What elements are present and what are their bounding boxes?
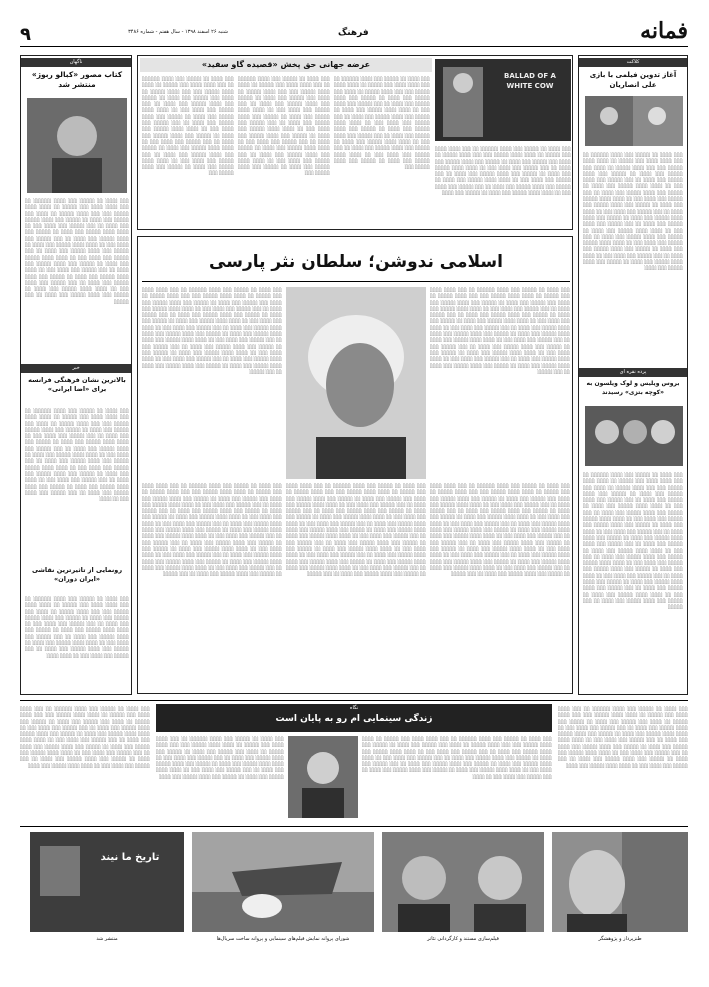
bruce-willis-photo bbox=[585, 406, 683, 466]
page-number: ۹ bbox=[20, 24, 31, 45]
bottom-body-2: ░░░ ░░░░ ░░ ░░░░░ ░░░ ░░░░ ░░░░░░ ░░ ░░░ ░░░░ ░░░░ ░░░ ░░░░░ ░░ ░░░░ ░░░░ ░░░░░ ░░░ ░░░ ░░░░ ░░░░░ ░░ ░░░░ ░░░ ░░░░░ ░░░ ░░░░ ░░ ░░░░░ ░░░ ░░░░ ░░░░░ ░░░ ░░░░ ░░ ░░░ ░░░░░ ░░░ ░░░░ ░░░ ░░ ░░░░ ░░░░ ░░░░░ ░░░ ░░░░ ░░ ░░░░░ ░░░ ░░░░ ░░░░░ ░░░ ░░░░ ░░ ░░░ ░░░░░ ░░░ ░░░░ ░░░ ░░ ░░░░ ░░░░ ░░░░░ ░░░ ░░░░ ░░ ░░░░░ ░░░ ░░░░ ░░░░░ ░░░ ░░░░ bbox=[156, 736, 284, 779]
photo-card-3 bbox=[192, 832, 374, 962]
photo-card-1 bbox=[552, 832, 688, 962]
photo-cow-boat bbox=[192, 832, 374, 932]
film-article-body: ░░░ ░░░░ ░░ ░░░░░ ░░░ ░░░░ ░░░░░░ ░░ ░░░ ░░░░ ░░░░ ░░░ ░░░░░ ░░ ░░░░ ░░░░ ░░░░░ ░░░ ░░░ ░░░░ ░░░░░ ░░ ░░░░ ░░░ ░░░░░ ░░░ ░░░░ ░░ ░░░░░ ░░░ ░░░░ ░░░░░ ░░░ ░░░░ ░░ ░░░ ░░░░░ ░░░ ░░░░ ░░░ ░░ ░░░░ ░░░░ ░░░░░ ░░░ ░░░░ ░░ ░░░░░ ░░░ ░░░░ ░░░░░ ░░░ ░░░░ ░░ ░░░ ░░░░░ ░░░ ░░░░ ░░░ ░░ ░░░░ ░░░░ ░░░░░ ░░░ ░░░░ ░░ ░░░░░ ░░░ ░░░░ ░░░░░ ░░░ ░░░░ ░░ ░░░ ░░░░░ ░░░ ░░░░ ░░░ ░░ ░░░░ ░░░░ ░░░░░ ░░░ ░░░░ ░░ ░░░░░ ░░░ ░░░░ ░░░░░ ░░░ ░░░░ ░░ ░░░ ░░░░░ ░░░ ░░░░ ░░░ ░░ ░░░░ ░░░░ ░░░░░ ░░░ ░░░░ ░░ ░░░░░ ░░░ ░░░░ ░░░░░ ░░░ ░░░░ ░░ ░░░ ░░░░░ ░░░ ░░░░ ░░░ ░░ ░░░░ ░░░░ ░░░░░ ░░░ ░░░░ ░░ ░░░░░ ░░░ ░░░░ ░░░░░ ░░░ ░░░░ ░░ ░░░ ░░░░░ ░░░ ░░░░ ░░░ ░░ ░░░░ ░░░░ ░░░░░ ░░░ ░░░░ ░░ ░░░░░ ░░░ ░░░░ ░░░░░ ░░░ ░░░░ bbox=[583, 152, 683, 271]
main-body-bottom-2: ░░░ ░░░░ ░░ ░░░░░ ░░░ ░░░░ ░░░░░░ ░░ ░░░ ░░░░ ░░░░ ░░░ ░░░░░ ░░ ░░░░ ░░░░ ░░░░░ ░░░ ░░░ ░░░░ ░░░░░ ░░ ░░░░ ░░░ ░░░░░ ░░░ ░░░░ ░░ ░░░░░ ░░░ ░░░░ ░░░░░ ░░░ ░░░░ ░░ ░░░ ░░░░░ ░░░ ░░░░ ░░░ ░░ ░░░░ ░░░░ ░░░░░ ░░░ ░░░░ ░░ ░░░░░ ░░░ ░░░░ ░░░░░ ░░░ ░░░░ ░░ ░░░ ░░░░░ ░░░ ░░░░ ░░░ ░░ ░░░░ ░░░░ ░░░░░ ░░░ ░░░░ ░░ ░░░░░ ░░░ ░░░░ ░░░░░ ░░░ ░░░░ ░░ ░░░ ░░░░░ ░░░ ░░░░ ░░░ ░░ ░░░░ ░░░░ ░░░░░ ░░░ ░░░░ ░░ ░░░░░ ░░░ ░░░░ ░░░░░ ░░░ ░░░░ ░░ ░░░ ░░░░░ ░░░ ░░░░ ░░░ ░░ ░░░░ ░░░░ ░░░░░ ░░░ ░░░░ ░░ ░░░░░ ░░░ ░░░░ ░░░░░ ░░░ ░░░░ ░░ ░░░ ░░░░░ ░░░ ░░░░ ░░░ ░░ ░░░░ ░░░░ ░░░░░ ░░░ ░░░░ ░░ ░░░░░ ░░░ ░░░░ ░░░░░ ░░░ ░░░░ ░░ ░░░ ░░░░░ ░░░ ░░░░ ░░░ ░░ ░░░░ ░░░░ ░░░░░ ░░░ ░░░░ ░░ ░░░░░ ░░░ ░░░░ ░░░░░ ░░░ ░░░░ ░░ ░░░ ░░░░░ ░░░ ░░░░ ░░░ ░░ ░░░░ ░░░░ ░░░░░ ░░░ ░░░░ ░░ ░░░░░ ░░░ ░░░░ ░░░░░ ░░░ ░░░░ ░░ ░░░ ░░░░░ bbox=[286, 483, 426, 577]
main-story bbox=[137, 236, 573, 694]
top-story bbox=[137, 55, 573, 230]
right-tab-mid: پرده نقره ای bbox=[579, 368, 687, 377]
photo-two-men bbox=[382, 832, 544, 932]
painting-article-body: ░░░ ░░░░ ░░ ░░░░░ ░░░ ░░░░ ░░░░░░ ░░ ░░░ ░░░░ ░░░░ ░░░ ░░░░░ ░░ ░░░░ ░░░░ ░░░░░ ░░░ ░░░ ░░░░ ░░░░░ ░░ ░░░░ ░░░ ░░░░░ ░░░ ░░░░ ░░ ░░░░░ ░░░ ░░░░ ░░░░░ ░░░ ░░░░ ░░ ░░░ ░░░░░ ░░░ ░░░░ ░░░ ░░ ░░░░ ░░░░ ░░░░░ ░░░ ░░░░ ░░ ░░░░░ ░░░ ░░░░ ░░░░░ ░░░ ░░░░ ░░ ░░░ ░░░░░ ░░░ ░░░░ ░░░ ░░ ░░░░ ░░░░ ░░░░░ ░░░ ░░░░ ░░ ░░░░░ ░░░ ░░░░ ░░░░░ ░░░ ░░░░ ░░ ░░░ ░░░░░ ░░░ ░░░░ ░░░ ░░ ░░░░ ░░░░ bbox=[25, 596, 129, 658]
masthead bbox=[20, 18, 688, 52]
photo-caption-4: منتشر شد bbox=[96, 936, 118, 942]
photo-caption-3: شورای پروانه نمایش فیلم‌های سینمایی و پروانه ساخت سریال‌ها bbox=[216, 936, 350, 942]
book-cover-title: تاریخ ما نیند bbox=[100, 852, 160, 863]
painting-title: رونمایی از تاثیرترین نقاشی «ایران دوران» bbox=[31, 566, 123, 583]
bottom-story-headline-bar bbox=[156, 704, 552, 732]
book-cover bbox=[30, 832, 184, 932]
bruce-willis-title: بروس ویلیس و لوک ویلسون به «کوچه بتزی» رسیدند bbox=[586, 380, 680, 396]
film-poster bbox=[435, 59, 571, 141]
top-story-headline: عرضه جهانی حق پخش «قصیده گاو سفید» bbox=[140, 58, 432, 72]
nadoushan-portrait bbox=[286, 287, 426, 479]
left-column bbox=[20, 55, 132, 695]
bottom-story-headline: زندگی سینمایی ام رو به پایان است bbox=[275, 714, 433, 724]
bottom-story bbox=[20, 700, 688, 822]
main-body-bottom-1: ░░░ ░░░░ ░░ ░░░░░ ░░░ ░░░░ ░░░░░░ ░░ ░░░ ░░░░ ░░░░ ░░░ ░░░░░ ░░ ░░░░ ░░░░ ░░░░░ ░░░ ░░░ ░░░░ ░░░░░ ░░ ░░░░ ░░░ ░░░░░ ░░░ ░░░░ ░░ ░░░░░ ░░░ ░░░░ ░░░░░ ░░░ ░░░░ ░░ ░░░ ░░░░░ ░░░ ░░░░ ░░░ ░░ ░░░░ ░░░░ ░░░░░ ░░░ ░░░░ ░░ ░░░░░ ░░░ ░░░░ ░░░░░ ░░░ ░░░░ ░░ ░░░ ░░░░░ ░░░ ░░░░ ░░░ ░░ ░░░░ ░░░░ ░░░░░ ░░░ ░░░░ ░░ ░░░░░ ░░░ ░░░░ ░░░░░ ░░░ ░░░░ ░░ ░░░ ░░░░░ ░░░ ░░░░ ░░░ ░░ ░░░░ ░░░░ ░░░░░ ░░░ ░░░░ ░░ ░░░░░ ░░░ ░░░░ ░░░░░ ░░░ ░░░░ ░░ ░░░ ░░░░░ ░░░ ░░░░ ░░░ ░░ ░░░░ ░░░░ ░░░░░ ░░░ ░░░░ ░░ ░░░░░ ░░░ ░░░░ ░░░░░ ░░░ ░░░░ ░░ ░░░ ░░░░░ ░░░ ░░░░ ░░░ ░░ ░░░░ ░░░░ ░░░░░ ░░░ ░░░░ ░░ ░░░░░ ░░░ ░░░░ ░░░░░ ░░░ ░░░░ ░░ ░░░ ░░░░░ ░░░ ░░░░ ░░░ ░░ ░░░░ ░░░░ ░░░░░ ░░░ ░░░░ ░░ ░░░░░ ░░░ ░░░░ ░░░░░ ░░░ ░░░░ ░░ ░░░ ░░░░░ ░░░ ░░░░ ░░░ ░░ ░░░░ ░░░░ ░░░░░ ░░░ ░░░░ ░░ ░░░░░ ░░░ ░░░░ ░░░░░ ░░░ ░░░░ ░░ ░░░ ░░░░░ bbox=[142, 483, 282, 577]
film-stills bbox=[585, 96, 683, 146]
photo-caption-1: طنزپرداز و پژوهشگر bbox=[598, 936, 642, 942]
left-tab-mid: خبر bbox=[21, 364, 131, 373]
france-award-title: بالاترین نشان فرهنگی فرانسه برای «اضا ایرانی» bbox=[28, 376, 126, 393]
photo-caption-2: فیلم‌سازی مستند و کارگردانی تئاتر bbox=[427, 936, 499, 942]
director-photo bbox=[288, 736, 358, 818]
photo-card-2 bbox=[382, 832, 544, 962]
film-editing-title: آغاز تدوین فیلمی با بازی علی انصاریان bbox=[589, 71, 677, 89]
book-illustration bbox=[27, 98, 127, 193]
main-body-right: ░░░ ░░░░ ░░ ░░░░░ ░░░ ░░░░ ░░░░░░ ░░ ░░░ ░░░░ ░░░░ ░░░ ░░░░░ ░░ ░░░░ ░░░░ ░░░░░ ░░░ ░░░ ░░░░ ░░░░░ ░░ ░░░░ ░░░ ░░░░░ ░░░ ░░░░ ░░ ░░░░░ ░░░ ░░░░ ░░░░░ ░░░ ░░░░ ░░ ░░░ ░░░░░ ░░░ ░░░░ ░░░ ░░ ░░░░ ░░░░ ░░░░░ ░░░ ░░░░ ░░ ░░░░░ ░░░ ░░░░ ░░░░░ ░░░ ░░░░ ░░ ░░░ ░░░░░ ░░░ ░░░░ ░░░ ░░ ░░░░ ░░░░ ░░░░░ ░░░ ░░░░ ░░ ░░░░░ ░░░ ░░░░ ░░░░░ ░░░ ░░░░ ░░ ░░░ ░░░░░ ░░░ ░░░░ ░░░ ░░ ░░░░ ░░░░ ░░░░░ ░░░ ░░░░ ░░ ░░░░░ ░░░ ░░░░ ░░░░░ ░░░ ░░░░ ░░ ░░░ ░░░░░ ░░░ ░░░░ ░░░ ░░ ░░░░ ░░░░ ░░░░░ ░░░ ░░░░ ░░ ░░░░░ ░░░ ░░░░ ░░░░░ ░░░ ░░░░ ░░ ░░░ ░░░░░ ░░░ ░░░░ ░░░ ░░ ░░░░ ░░░░ ░░░░░ ░░░ ░░░░ ░░ ░░░░░ ░░░ ░░░░ ░░░░░ ░░░ ░░░░ ░░ ░░░ ░░░░░ ░░░ ░░░░ ░░░ ░░ ░░░░ ░░░░ ░░░░░ ░░░ ░░░░ ░░ ░░░░░ ░░░ ░░░░ ░░░░░ ░░░ ░░░░ ░░ ░░░ ░░░░░ bbox=[430, 287, 570, 374]
main-body-bottom-3: ░░░ ░░░░ ░░ ░░░░░ ░░░ ░░░░ ░░░░░░ ░░ ░░░ ░░░░ ░░░░ ░░░ ░░░░░ ░░ ░░░░ ░░░░ ░░░░░ ░░░ ░░░ ░░░░ ░░░░░ ░░ ░░░░ ░░░ ░░░░░ ░░░ ░░░░ ░░ ░░░░░ ░░░ ░░░░ ░░░░░ ░░░ ░░░░ ░░ ░░░ ░░░░░ ░░░ ░░░░ ░░░ ░░ ░░░░ ░░░░ ░░░░░ ░░░ ░░░░ ░░ ░░░░░ ░░░ ░░░░ ░░░░░ ░░░ ░░░░ ░░ ░░░ ░░░░░ ░░░ ░░░░ ░░░ ░░ ░░░░ ░░░░ ░░░░░ ░░░ ░░░░ ░░ ░░░░░ ░░░ ░░░░ ░░░░░ ░░░ ░░░░ ░░ ░░░ ░░░░░ ░░░ ░░░░ ░░░ ░░ ░░░░ ░░░░ ░░░░░ ░░░ ░░░░ ░░ ░░░░░ ░░░ ░░░░ ░░░░░ ░░░ ░░░░ ░░ ░░░ ░░░░░ ░░░ ░░░░ ░░░ ░░ ░░░░ ░░░░ ░░░░░ ░░░ ░░░░ ░░ ░░░░░ ░░░ ░░░░ ░░░░░ ░░░ ░░░░ ░░ ░░░ ░░░░░ ░░░ ░░░░ ░░░ ░░ ░░░░ ░░░░ ░░░░░ ░░░ ░░░░ ░░ ░░░░░ ░░░ ░░░░ ░░░░░ ░░░ ░░░░ ░░ ░░░ ░░░░░ ░░░ ░░░░ ░░░ ░░ ░░░░ ░░░░ ░░░░░ ░░░ ░░░░ ░░ ░░░░░ ░░░ ░░░░ ░░░░░ ░░░ ░░░░ ░░ ░░░ ░░░░░ ░░░ ░░░░ ░░░ ░░ ░░░░ ░░░░ ░░░░░ ░░░ ░░░░ ░░ ░░░░░ ░░░ ░░░░ ░░░░░ ░░░ ░░░░ ░░ ░░░ ░░░░░ bbox=[430, 483, 570, 577]
bottom-photo-strip bbox=[20, 826, 688, 966]
bottom-body-4: ░░░ ░░░░ ░░ ░░░░░ ░░░ ░░░░ ░░░░░░ ░░ ░░░ ░░░░ ░░░░ ░░░ ░░░░░ ░░ ░░░░ ░░░░ ░░░░░ ░░░ ░░░ ░░░░ ░░░░░ ░░ ░░░░ ░░░ ░░░░░ ░░░ ░░░░ ░░ ░░░░░ ░░░ ░░░░ ░░░░░ ░░░ ░░░░ ░░ ░░░ ░░░░░ ░░░ ░░░░ ░░░ ░░ ░░░░ ░░░░ ░░░░░ ░░░ ░░░░ ░░ ░░░░░ ░░░ ░░░░ ░░░░░ ░░░ ░░░░ ░░ ░░░ ░░░░░ ░░░ ░░░░ ░░░ ░░ ░░░░ ░░░░ ░░░░░ ░░░ ░░░░ ░░ ░░░░░ ░░░ ░░░░ ░░░░░ ░░░ ░░░░ ░░ ░░░ ░░░░░ ░░░ ░░░░ ░░░ ░░ ░░░░ ░░░░ ░░░░░ ░░░ ░░░░ ░░ ░░░░░ ░░░ ░░░░ ░░░░░ ░░░ ░░░░ ░░ ░░░ ░░░░░ ░░░ ░░░░ ░░░ ░░ ░░░░ bbox=[362, 736, 552, 779]
bruce-article-body: ░░░ ░░░░ ░░ ░░░░░ ░░░ ░░░░ ░░░░░░ ░░ ░░░ ░░░░ ░░░░ ░░░ ░░░░░ ░░ ░░░░ ░░░░ ░░░░░ ░░░ ░░░ ░░░░ ░░░░░ ░░ ░░░░ ░░░ ░░░░░ ░░░ ░░░░ ░░ ░░░░░ ░░░ ░░░░ ░░░░░ ░░░ ░░░░ ░░ ░░░ ░░░░░ ░░░ ░░░░ ░░░ ░░ ░░░░ ░░░░ ░░░░░ ░░░ ░░░░ ░░ ░░░░░ ░░░ ░░░░ ░░░░░ ░░░ ░░░░ ░░ ░░░ ░░░░░ ░░░ ░░░░ ░░░ ░░ ░░░░ ░░░░ ░░░░░ ░░░ ░░░░ ░░ ░░░░░ ░░░ ░░░░ ░░░░░ ░░░ ░░░░ ░░ ░░░ ░░░░░ ░░░ ░░░░ ░░░ ░░ ░░░░ ░░░░ ░░░░░ ░░░ ░░░░ ░░ ░░░░░ ░░░ ░░░░ ░░░░░ ░░░ ░░░░ ░░ ░░░ ░░░░░ ░░░ ░░░░ ░░░ ░░ ░░░░ ░░░░ ░░░░░ ░░░ ░░░░ ░░ ░░░░░ ░░░ ░░░░ ░░░░░ ░░░ ░░░░ ░░ ░░░ ░░░░░ ░░░ ░░░░ ░░░ ░░ ░░░░ ░░░░ ░░░░░ ░░░ ░░░░ ░░ ░░░░░ ░░░ ░░░░ ░░░░░ ░░░ ░░░░ ░░ ░░░ ░░░░░ ░░░ ░░░░ ░░░ ░░ ░░░░ ░░░░ ░░░░░ ░░░ ░░░░ ░░ ░░░░░ ░░░ ░░░░ ░░░░░ ░░░ ░░░░ ░░ ░░░ ░░░░░ ░░░ ░░░░ ░░░ ░░ ░░░░ ░░░░ ░░░░░ ░░░ ░░░░ ░░ ░░░░░ ░░░ ░░░░ ░░░░░ ░░░ ░░░░ ░░ ░░░ ░░░░░ bbox=[583, 472, 683, 610]
book-title: کتاب مصور «کبالو ربوژ» منتشر شد bbox=[31, 70, 123, 89]
right-column bbox=[578, 55, 688, 695]
top-story-body-4: ░░░ ░░░░ ░░ ░░░░░ ░░░ ░░░░ ░░░░░░ ░░ ░░░ ░░░░ ░░░░ ░░░ ░░░░░ ░░ ░░░░ ░░░░ ░░░░░ ░░░ ░░░ ░░░░ ░░░░░ ░░ ░░░░ ░░░ ░░░░░ ░░░ ░░░░ ░░ ░░░░░ ░░░ ░░░░ ░░░░░ ░░░ ░░░░ ░░ ░░░ ░░░░░ ░░░ ░░░░ ░░░ ░░ ░░░░ ░░░░ ░░░░░ ░░░ ░░░░ ░░ ░░░░░ ░░░ ░░░░ ░░░░░ ░░░ ░░░░ ░░ ░░░ ░░░░░ ░░░ ░░░░ ░░░ ░░ ░░░░ ░░░░ ░░░░░ ░░░ ░░░░ ░░ ░░░░░ ░░░ ░░░░ ░░░░░ ░░░ ░░░░ ░░ ░░░ ░░░░░ ░░░ ░░░░ ░░░ ░░ ░░░░ ░░░░ ░░░░░ ░░░ ░░░░ ░░ ░░░░░ ░░░ ░░░░ bbox=[435, 146, 571, 196]
top-story-body-2: ░░░ ░░░░ ░░ ░░░░░ ░░░ ░░░░ ░░░░░░ ░░ ░░░ ░░░░ ░░░░ ░░░ ░░░░░ ░░ ░░░░ ░░░░ ░░░░░ ░░░ ░░░ ░░░░ ░░░░░ ░░ ░░░░ ░░░ ░░░░░ ░░░ ░░░░ ░░ ░░░░░ ░░░ ░░░░ ░░░░░ ░░░ ░░░░ ░░ ░░░ ░░░░░ ░░░ ░░░░ ░░░ ░░ ░░░░ ░░░░ ░░░░░ ░░░ ░░░░ ░░ ░░░░░ ░░░ ░░░░ ░░░░░ ░░░ ░░░░ ░░ ░░░ ░░░░░ ░░░ ░░░░ ░░░ ░░ ░░░░ ░░░░ ░░░░░ ░░░ ░░░░ ░░ ░░░░░ ░░░ ░░░░ ░░░░░ ░░░ ░░░░ ░░ ░░░ ░░░░░ ░░░ ░░░░ ░░░ ░░ ░░░░ ░░░░ ░░░░░ ░░░ ░░░░ ░░ ░░░░░ ░░░ ░░░░ ░░░░░ ░░░ ░░░░ ░░ ░░░ ░░░░░ ░░░ ░░░░ ░░░ ░░ ░░░░ ░░░░ ░░░░░ ░░░ ░░░░ ░░ ░░░░░ ░░░ ░░░░ ░░░░░ ░░░ bbox=[238, 76, 330, 176]
top-story-body-3: ░░░ ░░░░ ░░ ░░░░░ ░░░ ░░░░ ░░░░░░ ░░ ░░░ ░░░░ ░░░░ ░░░ ░░░░░ ░░ ░░░░ ░░░░ ░░░░░ ░░░ ░░░ ░░░░ ░░░░░ ░░ ░░░░ ░░░ ░░░░░ ░░░ ░░░░ ░░ ░░░░░ ░░░ ░░░░ ░░░░░ ░░░ ░░░░ ░░ ░░░ ░░░░░ ░░░ ░░░░ ░░░ ░░ ░░░░ ░░░░ ░░░░░ ░░░ ░░░░ ░░ ░░░░░ ░░░ ░░░░ ░░░░░ ░░░ ░░░░ ░░ ░░░ ░░░░░ ░░░ ░░░░ ░░░ ░░ ░░░░ ░░░░ ░░░░░ ░░░ ░░░░ ░░ ░░░░░ ░░░ ░░░░ ░░░░░ ░░░ ░░░░ ░░ ░░░ ░░░░░ ░░░ ░░░░ ░░░ ░░ ░░░░ ░░░░ ░░░░░ ░░░ ░░░░ ░░ ░░░░░ ░░░ ░░░░ ░░░░░ ░░░ ░░░░ ░░ ░░░ ░░░░░ ░░░ ░░░░ ░░░ ░░ ░░░░ ░░░░ ░░░░░ ░░░ ░░░░ ░░ ░░░░░ ░░░ ░░░░ ░░░░░ ░░░ bbox=[334, 76, 430, 170]
france-article-body: ░░░ ░░░░ ░░ ░░░░░ ░░░ ░░░░ ░░░░░░ ░░ ░░░ ░░░░ ░░░░ ░░░ ░░░░░ ░░ ░░░░ ░░░░ ░░░░░ ░░░ ░░░ ░░░░ ░░░░░ ░░ ░░░░ ░░░ ░░░░░ ░░░ ░░░░ ░░ ░░░░░ ░░░ ░░░░ ░░░░░ ░░░ ░░░░ ░░ ░░░ ░░░░░ ░░░ ░░░░ ░░░ ░░ ░░░░ ░░░░ ░░░░░ ░░░ ░░░░ ░░ ░░░░░ ░░░ ░░░░ ░░░░░ ░░░ ░░░░ ░░ ░░░ ░░░░░ ░░░ ░░░░ ░░░ ░░ ░░░░ ░░░░ ░░░░░ ░░░ ░░░░ ░░ ░░░░░ ░░░ ░░░░ ░░░░░ ░░░ ░░░░ ░░ ░░░ ░░░░░ ░░░ ░░░░ ░░░ ░░ ░░░░ ░░░░ ░░░░░ ░░░ ░░░░ ░░ ░░░░░ ░░░ ░░░░ ░░░░░ ░░░ ░░░░ ░░ ░░░ ░░░░░ ░░░ ░░░░ ░░░ ░░ ░░░░ ░░░░ ░░░░░ ░░░ ░░░░ ░░ ░░░░░ ░░░ ░░░░ ░░░░░ ░░░ ░░░░ ░░ ░░░ ░░░░░ ░░░ ░░░░ ░░░ ░░ ░░░░ bbox=[25, 408, 129, 502]
left-tab-top: ناگهان bbox=[21, 58, 131, 67]
right-tab-top: کلاکت bbox=[579, 58, 687, 67]
section-title: فرهنگ bbox=[338, 28, 369, 38]
main-body-left: ░░░ ░░░░ ░░ ░░░░░ ░░░ ░░░░ ░░░░░░ ░░ ░░░ ░░░░ ░░░░ ░░░ ░░░░░ ░░ ░░░░ ░░░░ ░░░░░ ░░░ ░░░ ░░░░ ░░░░░ ░░ ░░░░ ░░░ ░░░░░ ░░░ ░░░░ ░░ ░░░░░ ░░░ ░░░░ ░░░░░ ░░░ ░░░░ ░░ ░░░ ░░░░░ ░░░ ░░░░ ░░░ ░░ ░░░░ ░░░░ ░░░░░ ░░░ ░░░░ ░░ ░░░░░ ░░░ ░░░░ ░░░░░ ░░░ ░░░░ ░░ ░░░ ░░░░░ ░░░ ░░░░ ░░░ ░░ ░░░░ ░░░░ ░░░░░ ░░░ ░░░░ ░░ ░░░░░ ░░░ ░░░░ ░░░░░ ░░░ ░░░░ ░░ ░░░ ░░░░░ ░░░ ░░░░ ░░░ ░░ ░░░░ ░░░░ ░░░░░ ░░░ ░░░░ ░░ ░░░░░ ░░░ ░░░░ ░░░░░ ░░░ ░░░░ ░░ ░░░ ░░░░░ ░░░ ░░░░ ░░░ ░░ ░░░░ ░░░░ ░░░░░ ░░░ ░░░░ ░░ ░░░░░ ░░░ ░░░░ ░░░░░ ░░░ ░░░░ ░░ ░░░ ░░░░░ ░░░ ░░░░ ░░░ ░░ ░░░░ ░░░░ ░░░░░ ░░░ ░░░░ ░░ ░░░░░ ░░░ ░░░░ ░░░░░ ░░░ ░░░░ ░░ ░░░ ░░░░░ ░░░ ░░░░ ░░░ ░░ ░░░░ ░░░░ ░░░░░ ░░░ ░░░░ ░░ ░░░░░ ░░░ ░░░░ ░░░░░ ░░░ ░░░░ ░░ ░░░ ░░░░░ bbox=[142, 287, 282, 374]
main-story-headline: اسلامی ندوشن؛ سلطان نثر پارسی bbox=[209, 252, 503, 272]
bottom-story-kicker: نگاه bbox=[349, 705, 359, 711]
dateline: شنبه ۲۶ اسفند ۱۳۹۸ - سال هفتم - شماره ۳۴۸۶ bbox=[128, 29, 228, 35]
newspaper-logo: فمانه bbox=[640, 18, 688, 44]
photo-card-4 bbox=[30, 832, 184, 962]
bottom-body-1: ░░░ ░░░░ ░░ ░░░░░ ░░░ ░░░░ ░░░░░░ ░░ ░░░ ░░░░ ░░░░ ░░░ ░░░░░ ░░ ░░░░ ░░░░ ░░░░░ ░░░ ░░░ ░░░░ ░░░░░ ░░ ░░░░ ░░░ ░░░░░ ░░░ ░░░░ ░░ ░░░░░ ░░░ ░░░░ ░░░░░ ░░░ ░░░░ ░░ ░░░ ░░░░░ ░░░ ░░░░ ░░░ ░░ ░░░░ ░░░░ ░░░░░ ░░░ ░░░░ ░░ ░░░░░ ░░░ ░░░░ ░░░░░ ░░░ ░░░░ ░░ ░░░ ░░░░░ ░░░ ░░░░ ░░░ ░░ ░░░░ ░░░░ ░░░░░ ░░░ ░░░░ ░░ ░░░░░ ░░░ ░░░░ ░░░░░ ░░░ ░░░░ ░░ ░░░ ░░░░░ ░░░ ░░░░ ░░░ ░░ ░░░░ ░░░░ ░░░░░ ░░░ ░░░░ ░░ ░░░░░ ░░░ ░░░░ ░░░░░ ░░░ ░░░░ ░░ ░░░ ░░░░░ ░░░ ░░░░ ░░░ ░░ ░░░░ ░░░░ ░░░░░ ░░░ ░░░░ bbox=[20, 706, 150, 768]
top-story-body-1: ░░░ ░░░░ ░░ ░░░░░ ░░░ ░░░░ ░░░░░░ ░░ ░░░ ░░░░ ░░░░ ░░░ ░░░░░ ░░ ░░░░ ░░░░ ░░░░░ ░░░ ░░░ ░░░░ ░░░░░ ░░ ░░░░ ░░░ ░░░░░ ░░░ ░░░░ ░░ ░░░░░ ░░░ ░░░░ ░░░░░ ░░░ ░░░░ ░░ ░░░ ░░░░░ ░░░ ░░░░ ░░░ ░░ ░░░░ ░░░░ ░░░░░ ░░░ ░░░░ ░░ ░░░░░ ░░░ ░░░░ ░░░░░ ░░░ ░░░░ ░░ ░░░ ░░░░░ ░░░ ░░░░ ░░░ ░░ ░░░░ ░░░░ ░░░░░ ░░░ ░░░░ ░░ ░░░░░ ░░░ ░░░░ ░░░░░ ░░░ ░░░░ ░░ ░░░ ░░░░░ ░░░ ░░░░ ░░░ ░░ ░░░░ ░░░░ ░░░░░ ░░░ ░░░░ ░░ ░░░░░ ░░░ ░░░░ ░░░░░ ░░░ ░░░░ ░░ ░░░ ░░░░░ ░░░ ░░░░ ░░░ ░░ ░░░░ ░░░░ ░░░░░ ░░░ ░░░░ ░░ ░░░░░ ░░░ ░░░░ ░░░░░ ░░░ bbox=[142, 76, 234, 176]
photo-elderly-man bbox=[552, 832, 688, 932]
bottom-body-5: ░░░ ░░░░ ░░ ░░░░░ ░░░ ░░░░ ░░░░░░ ░░ ░░░ ░░░░ ░░░░ ░░░ ░░░░░ ░░ ░░░░ ░░░░ ░░░░░ ░░░ ░░░ ░░░░ ░░░░░ ░░ ░░░░ ░░░ ░░░░░ ░░░ ░░░░ ░░ ░░░░░ ░░░ ░░░░ ░░░░░ ░░░ ░░░░ ░░ ░░░ ░░░░░ ░░░ ░░░░ ░░░ ░░ ░░░░ ░░░░ ░░░░░ ░░░ ░░░░ ░░ ░░░░░ ░░░ ░░░░ ░░░░░ ░░░ ░░░░ ░░ ░░░ ░░░░░ ░░░ ░░░░ ░░░ ░░ ░░░░ ░░░░ ░░░░░ ░░░ ░░░░ ░░ ░░░░░ ░░░ ░░░░ ░░░░░ ░░░ ░░░░ ░░ ░░░ ░░░░░ ░░░ ░░░░ ░░░ ░░ ░░░░ ░░░░ ░░░░░ ░░░ ░░░░ ░░ ░░░░░ ░░░ ░░░░ ░░░░░ ░░░ ░░░░ ░░ ░░░ ░░░░░ ░░░ ░░░░ ░░░ ░░ ░░░░ ░░░░ ░░░░░ ░░░ ░░░░ bbox=[558, 706, 688, 768]
poster-text: BALLAD OF A WHITE COW bbox=[504, 72, 556, 90]
book-article-body: ░░░ ░░░░ ░░ ░░░░░ ░░░ ░░░░ ░░░░░░ ░░ ░░░ ░░░░ ░░░░ ░░░ ░░░░░ ░░ ░░░░ ░░░░ ░░░░░ ░░░ ░░░ ░░░░ ░░░░░ ░░ ░░░░ ░░░ ░░░░░ ░░░ ░░░░ ░░ ░░░░░ ░░░ ░░░░ ░░░░░ ░░░ ░░░░ ░░ ░░░ ░░░░░ ░░░ ░░░░ ░░░ ░░ ░░░░ ░░░░ ░░░░░ ░░░ ░░░░ ░░ ░░░░░ ░░░ ░░░░ ░░░░░ ░░░ ░░░░ ░░ ░░░ ░░░░░ ░░░ ░░░░ ░░░ ░░ ░░░░ ░░░░ ░░░░░ ░░░ ░░░░ ░░ ░░░░░ ░░░ ░░░░ ░░░░░ ░░░ ░░░░ ░░ ░░░ ░░░░░ ░░░ ░░░░ ░░░ ░░ ░░░░ ░░░░ ░░░░░ ░░░ ░░░░ ░░ ░░░░░ ░░░ ░░░░ ░░░░░ ░░░ ░░░░ ░░ ░░░ ░░░░░ ░░░ ░░░░ ░░░ ░░ ░░░░ ░░░░ ░░░░░ ░░░ ░░░░ ░░ ░░░░░ ░░░ ░░░░ ░░░░░ ░░░ ░░░░ ░░ ░░░ ░░░░░ ░░░ ░░░░ ░░░ ░░ ░░░░ ░░░░ ░░░░░ ░░░ ░░░░ ░░ ░░░░░ ░░░ ░░░░ ░░░░░ ░░░ ░░░░ ░░ ░░░ ░░░░░ bbox=[25, 198, 129, 304]
